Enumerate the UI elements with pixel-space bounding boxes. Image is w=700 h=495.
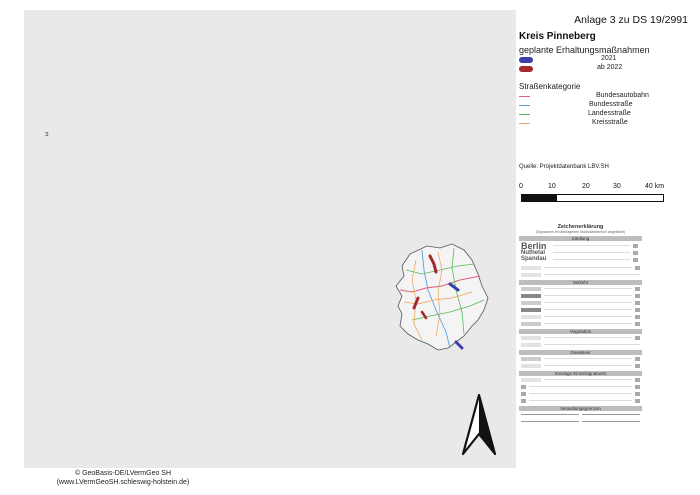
road-landes-label: Landesstraße [588,110,631,117]
source-note: Quelle: Projektdatenbank LBV.SH [519,164,609,170]
section-siedlung: Siedlung [519,236,642,241]
sample-spandau: Spandau [521,256,547,262]
section-verwaltungsgrenzen: Verwaltungsgrenzen [519,406,642,411]
copyright-line-2: (www.LVermGeoSH.schleswig-holstein.de) [56,479,190,486]
section-vegetation: Vegetation [519,329,642,334]
swatch-2022-icon [519,66,533,72]
scale-tick-0: 0 [519,183,523,190]
settlement-name-samples [521,242,547,263]
road-autobahn-label: Bundesautobahn [596,92,649,99]
district-area [396,244,488,350]
road-kreis-label: Kreisstraße [592,119,628,126]
road-kreis-swatch-icon [519,123,530,124]
settlement-symbols [551,242,640,263]
legend-measure-2022-label: ab 2022 [597,64,623,71]
measures-heading: geplante Erhaltungsmaßnahmen [519,45,650,55]
region-title: Kreis Pinneberg [519,31,596,42]
annex-label: Anlage 3 zu DS 19/2991 [574,14,688,26]
symbol-legend-title: Zeichenerklärung [557,224,604,230]
copyright-line-1: © GeoBasis-DE/LVermGeo SH [74,470,172,477]
scale-labels [517,183,700,193]
road-landes-swatch-icon [519,114,530,115]
sample-berlin: Berlin [521,241,547,251]
road-bundes-label: Bundesstraße [589,101,633,108]
legend-measure-2021 [519,56,533,64]
scale-tick-30: 30 [613,183,621,190]
symbol-legend [519,224,642,468]
legend-panel [517,10,700,495]
north-arrow-icon [455,392,503,462]
scale-tick-20: 20 [582,183,590,190]
settlement-samples [519,241,642,264]
section-verkehr: Verkehr [519,280,642,285]
place-marker-icon: ↄ [45,131,49,138]
section-einzelsignaturen: Sonstige Einzelsignaturen [519,371,642,376]
copyright-notice [43,469,203,487]
kreis-pinneberg-map[interactable] [392,240,492,355]
scale-tick-40: 40 km [645,183,665,190]
symbol-legend-subtitle: (Signaturen im überlagerten Maßstabsbereich abgebildet) [535,230,626,234]
scale-bar [521,194,664,202]
road-category-heading: Straßenkategorie [519,82,581,91]
road-bundes-swatch-icon [519,105,530,106]
measure-2021-segment-2 [456,342,462,348]
road-autobahn-swatch-icon [519,96,530,97]
legend-measure-2021-label: 2021 [601,55,617,62]
legend-measure-2022 [519,65,533,73]
sample-nuthetal: Nuthetal [521,250,545,256]
map-canvas[interactable] [24,10,516,468]
section-gewaesser: Gewässer [519,350,642,355]
swatch-2021-icon [519,57,533,63]
scale-tick-10: 10 [548,183,556,190]
